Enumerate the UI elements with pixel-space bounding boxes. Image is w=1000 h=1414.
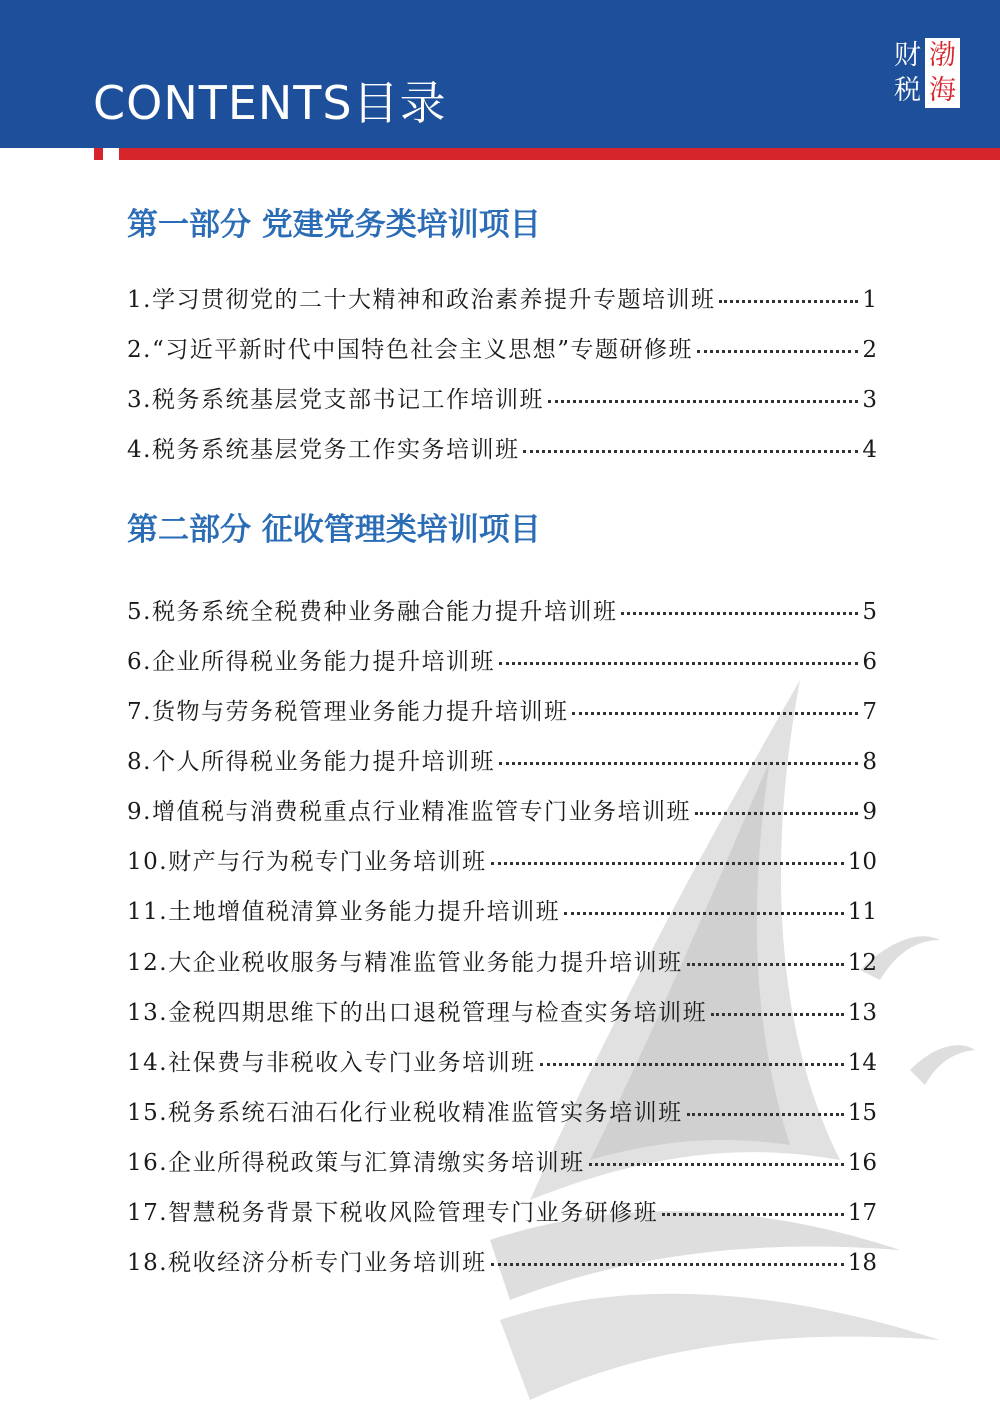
toc-leader-dots — [540, 1063, 844, 1066]
toc-leader-dots — [687, 1113, 844, 1116]
toc-entry[interactable] — [127, 645, 877, 679]
toc-entry[interactable] — [127, 433, 877, 467]
page-title: CONTENTS目录 — [93, 76, 447, 130]
toc-page-number: 18 — [847, 1250, 877, 1276]
toc-entry-title: 5.税务系统全税费种业务融合能力提升培训班 — [127, 599, 618, 625]
logo-char: 税 — [890, 73, 925, 108]
toc-leader-dots — [697, 350, 858, 353]
toc-entry-title: 9.增值税与消费税重点行业精准监管专门业务培训班 — [127, 799, 691, 825]
toc-entry[interactable] — [127, 845, 877, 879]
header-banner — [0, 0, 1000, 148]
toc-entry-title: 16.企业所得税政策与汇算清缴实务培训班 — [127, 1150, 585, 1176]
accent-bar-short — [94, 148, 103, 160]
toc-leader-dots — [621, 612, 858, 615]
toc-leader-dots — [491, 1263, 844, 1266]
toc-leader-dots — [548, 400, 858, 403]
logo-char: 海 — [925, 73, 960, 108]
toc-leader-dots — [491, 862, 844, 865]
toc-entry[interactable] — [127, 745, 877, 779]
toc-entry-title: 6.企业所得税业务能力提升培训班 — [127, 649, 495, 675]
toc-entry-title: 2.“习近平新时代中国特色社会主义思想”专题研修班 — [127, 337, 693, 363]
toc-page-number: 8 — [862, 749, 877, 775]
toc-page-number: 10 — [847, 849, 877, 875]
toc-entry[interactable] — [127, 895, 877, 929]
brand-logo — [890, 38, 960, 108]
bird-shape — [910, 1045, 975, 1085]
toc-entry[interactable] — [127, 1246, 877, 1280]
toc-leader-dots — [695, 812, 858, 815]
toc-entry-title: 10.财产与行为税专门业务培训班 — [127, 849, 487, 875]
toc-leader-dots — [499, 762, 858, 765]
toc-entry-title: 11.土地增值税清算业务能力提升培训班 — [127, 899, 561, 925]
toc-entry[interactable] — [127, 595, 877, 629]
toc-page-number: 15 — [847, 1100, 877, 1126]
toc-entry-title: 8.个人所得税业务能力提升培训班 — [127, 749, 495, 775]
toc-leader-dots — [711, 1013, 844, 1016]
toc-leader-dots — [564, 912, 844, 915]
toc-entry[interactable] — [127, 996, 877, 1030]
toc-entry-title: 3.税务系统基层党支部书记工作培训班 — [127, 387, 544, 413]
toc-page-number: 9 — [862, 799, 877, 825]
toc-leader-dots — [662, 1213, 844, 1216]
toc-entry-title: 1.学习贯彻党的二十大精神和政治素养提升专题培训班 — [127, 287, 716, 313]
toc-page-number: 17 — [847, 1200, 877, 1226]
toc-leader-dots — [572, 712, 858, 715]
toc-entry-title: 13.金税四期思维下的出口退税管理与检查实务培训班 — [127, 1000, 708, 1026]
toc-leader-dots — [687, 963, 844, 966]
toc-leader-dots — [499, 662, 858, 665]
toc-entry[interactable] — [127, 1196, 877, 1230]
toc-entry[interactable] — [127, 695, 877, 729]
toc-page-number: 4 — [862, 437, 877, 463]
section-title: 第二部分 征收管理类培训项目 — [127, 512, 541, 548]
toc-entry-title: 15.税务系统石油石化行业税收精准监管实务培训班 — [127, 1100, 683, 1126]
toc-page-number: 1 — [862, 287, 877, 313]
toc-leader-dots — [589, 1163, 844, 1166]
section-title: 第一部分 党建党务类培训项目 — [127, 207, 541, 243]
toc-page-number: 7 — [862, 699, 877, 725]
toc-entry[interactable] — [127, 1046, 877, 1080]
toc-page-number: 2 — [862, 337, 877, 363]
logo-char: 财 — [890, 38, 925, 73]
toc-entry[interactable] — [127, 946, 877, 980]
toc-page-number: 3 — [862, 387, 877, 413]
toc-entry-title: 18.税收经济分析专门业务培训班 — [127, 1250, 487, 1276]
toc-entry[interactable] — [127, 383, 877, 417]
toc-page-number: 16 — [847, 1150, 877, 1176]
toc-entry-title: 4.税务系统基层党务工作实务培训班 — [127, 437, 520, 463]
toc-page-number: 11 — [847, 899, 877, 925]
toc-entry-title: 7.货物与劳务税管理业务能力提升培训班 — [127, 699, 569, 725]
toc-page-number: 14 — [847, 1050, 877, 1076]
accent-bar-long — [119, 148, 1000, 160]
toc-entry[interactable] — [127, 283, 877, 317]
toc-entry-title: 17.智慧税务背景下税收风险管理专门业务研修班 — [127, 1200, 659, 1226]
wave-shape — [500, 1294, 940, 1400]
toc-entry[interactable] — [127, 795, 877, 829]
toc-entry[interactable] — [127, 1146, 877, 1180]
toc-entry[interactable] — [127, 1096, 877, 1130]
toc-page-number: 6 — [862, 649, 877, 675]
toc-leader-dots — [523, 450, 858, 453]
toc-leader-dots — [719, 300, 858, 303]
logo-char: 渤 — [925, 38, 960, 73]
toc-entry-title: 12.大企业税收服务与精准监管业务能力提升培训班 — [127, 950, 683, 976]
toc-entry[interactable] — [127, 333, 877, 367]
toc-page-number: 5 — [862, 599, 877, 625]
toc-page-number: 13 — [847, 1000, 877, 1026]
toc-page-number: 12 — [847, 950, 877, 976]
toc-entry-title: 14.社保费与非税收入专门业务培训班 — [127, 1050, 536, 1076]
